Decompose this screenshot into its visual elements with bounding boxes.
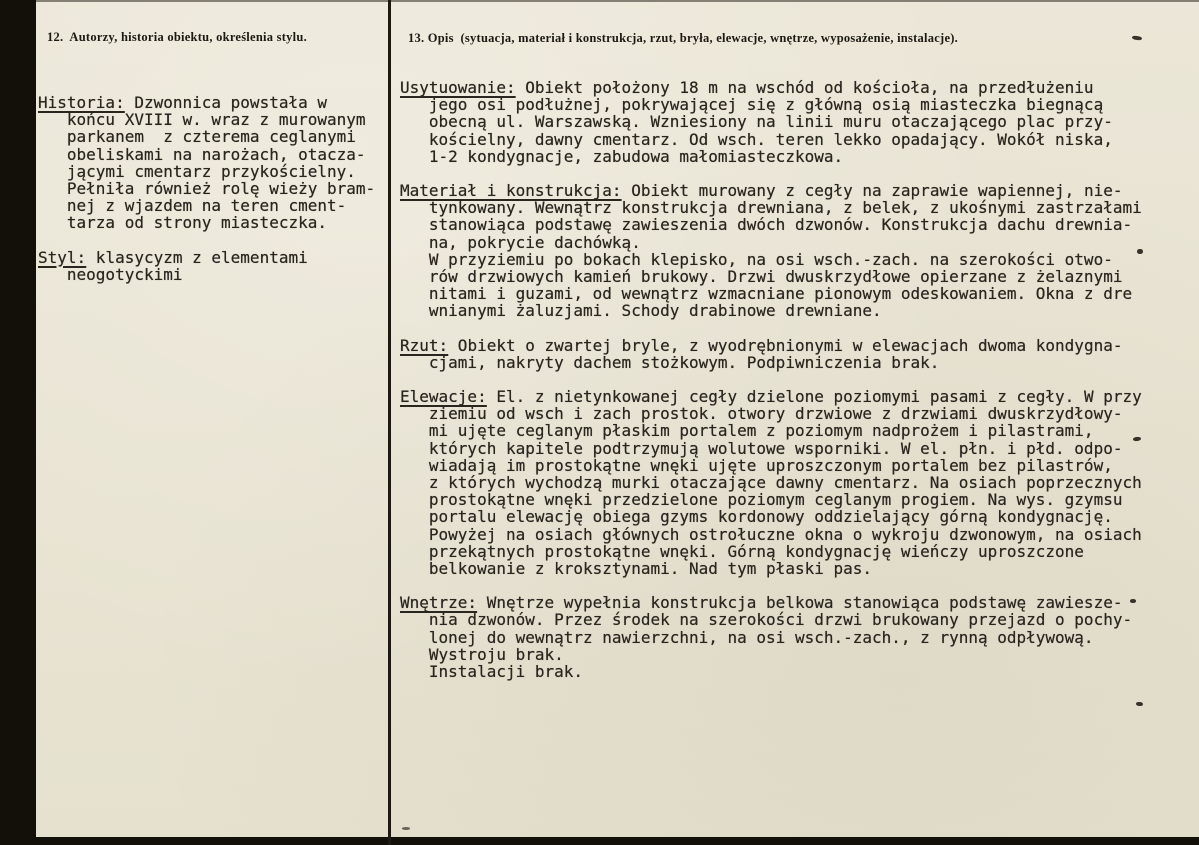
paragraph-label: Historia: (38, 93, 125, 112)
paragraph-usytuowanie (400, 79, 1192, 165)
text-line: kościelny, dawny cmentarz. Od wsch. teren lekko opadający. Wokół niska, (400, 129, 1113, 149)
text-line: Wnętrze: Wnętrze wypełnia konstrukcja belkowa stanowiąca podstawę zawiesze- (400, 593, 1123, 613)
text-line: rów drzwiowych kamień brukowy. Drzwi dwuskrzydłowe opierzane z żelaznymi (400, 267, 1123, 287)
paragraph-historia (38, 94, 386, 232)
text-line: belkowanie z kroksztynami. Nad tym płaski pas. (400, 559, 873, 579)
text-line: nitami i guzami, od wewnątrz wzmacniane pionowym odeskowaniem. Okna z dre (400, 284, 1133, 304)
text-line: prostokątne wnęki przedzielone poziomym ceglanym progiem. Na wys. gzymsu (400, 490, 1123, 510)
paragraph-rzut (400, 337, 1192, 371)
text-line: Usytuowanie: Obiekt położony 18 m na wschód od kościoła, na przedłużeniu (400, 78, 1094, 97)
paragraph-label: Wnętrze: (400, 593, 478, 613)
text-line: nia dzwonów. Przez środek na szerokości drzwi brukowany przejazd o pochy- (400, 610, 1133, 630)
scan-edge-top (0, 0, 1199, 2)
text-line: Pełniła również rolę wieży bram- (38, 179, 376, 199)
paragraph-material-i-konstrukcja (400, 182, 1192, 320)
paragraph-label: Materiał i konstrukcja: (400, 181, 622, 201)
scan-artifact (1136, 702, 1143, 707)
scan-edge-left (0, 0, 36, 845)
section-13-header: 13. Opis (sytuacja, materiał i konstrukcja, rzut, bryła, elewacje, wnętrze, wyposażenie, instalacje). (408, 31, 959, 45)
paragraph-wnetrze (400, 594, 1192, 680)
text-line: lonej do wewnątrz nawierzchni, na osi wsch.-zach., z rynną odpływową. (400, 627, 1094, 647)
right-column-text (400, 79, 1192, 697)
paragraph-elewacje (400, 388, 1192, 577)
text-line: parkanem z czterema ceglanymi (38, 127, 356, 147)
text-line: tarza od strony miasteczka. (38, 213, 327, 233)
scan-artifact (1137, 249, 1143, 254)
paragraph-label: Styl: (38, 247, 87, 267)
text-line: Materiał i konstrukcja: Obiekt murowany z cegły na zaprawie wapiennej, nie- (400, 181, 1123, 201)
column-divider-line (388, 0, 391, 845)
left-column-text (38, 94, 386, 300)
text-line: neogotyckimi (38, 264, 183, 284)
text-line: 1-2 kondygnacje, zabudowa małomiasteczkowa. (400, 146, 844, 166)
scan-artifact (1130, 599, 1136, 603)
text-line: tynkowany. Wewnątrz konstrukcja drewniana, z belek, z ukośnymi zastrzałami (400, 198, 1142, 218)
text-line: mi ujęte ceglanym płaskim portalem z poziomym nadprożem i pilastrami, (400, 421, 1094, 441)
text-line: przekątnych prostokątne wnęki. Górną kondygnację wieńczy uproszczone (400, 541, 1084, 561)
text-line: na, pokrycie dachówką. (400, 232, 641, 252)
text-line: Instalacji brak. (400, 662, 584, 682)
text-line: Historia: Dzwonnica powstała w (38, 93, 327, 112)
text-line: obecną ul. Warszawską. Wzniesiony na linii muru otaczającego plac przy- (400, 112, 1113, 132)
text-line: których kapitele podtrzymują wolutowe wsporniki. W el. płn. i płd. odpo- (400, 438, 1123, 458)
text-line: Elewacje: El. z nietynkowanej cegły dzielone poziomymi pasami z cegły. W przy (400, 387, 1142, 407)
paragraph-styl (38, 249, 386, 283)
paragraph-label: Rzut: (400, 335, 449, 355)
text-line: W przyziemiu po bokach klepisko, na osi wsch.-zach. na szerokości otwo- (400, 249, 1113, 269)
text-line: ziemiu od wsch i zach prostok. otwory drzwiowe z drzwiami dwuskrzydłowy- (400, 404, 1123, 424)
text-line: końcu XVIII w. wraz z murowanym (38, 110, 366, 130)
text-line: Rzut: Obiekt o zwartej bryle, z wyodrębnionymi w elewacjach dwoma kondygna- (400, 335, 1123, 355)
scan-artifact (402, 827, 410, 830)
paragraph-label: Elewacje: (400, 387, 487, 407)
text-line: jącymi cmentarz przykościelny. (38, 161, 356, 181)
scan-artifact (1132, 35, 1142, 40)
text-line: cjami, nakryty dachem stożkowym. Podpiwniczenia brak. (400, 352, 940, 372)
text-line: z których wychodzą murki otaczające dawny cmentarz. Na osiach poprzecznych (400, 473, 1142, 493)
section-12-header: 12. Autorzy, historia obiektu, określenia stylu. (47, 30, 307, 44)
text-line: nej z wjazdem na teren cment- (38, 196, 347, 216)
scan-edge-bottom (0, 837, 1199, 845)
text-line: Powyżej na osiach głównych ostrołuczne okna o wykroju dzwonowym, na osiach (400, 524, 1142, 544)
text-line: Wystroju brak. (400, 644, 564, 664)
text-line: stanowiąca podstawę zawieszenia dwóch dzwonów. Konstrukcja dachu drewnia- (400, 215, 1133, 235)
text-line: jego osi podłużnej, pokrywającej się z główną osią miasteczka biegnącą (400, 95, 1104, 115)
text-line: obeliskami na narożach, otacza- (38, 144, 366, 164)
text-line: portalu elewację obiega gzyms kordonowy oddzielający górną kondygnację. (400, 507, 1113, 527)
text-line: wiadają im prostokątne wnęki ujęte uproszczonym portalem bez pilastrów, (400, 455, 1113, 475)
text-line: Styl: klasycyzm z elementami (38, 247, 308, 267)
paragraph-label: Usytuowanie: (400, 78, 516, 97)
text-line: wnianymi żaluzjami. Schody drabinowe drewniane. (400, 301, 882, 321)
